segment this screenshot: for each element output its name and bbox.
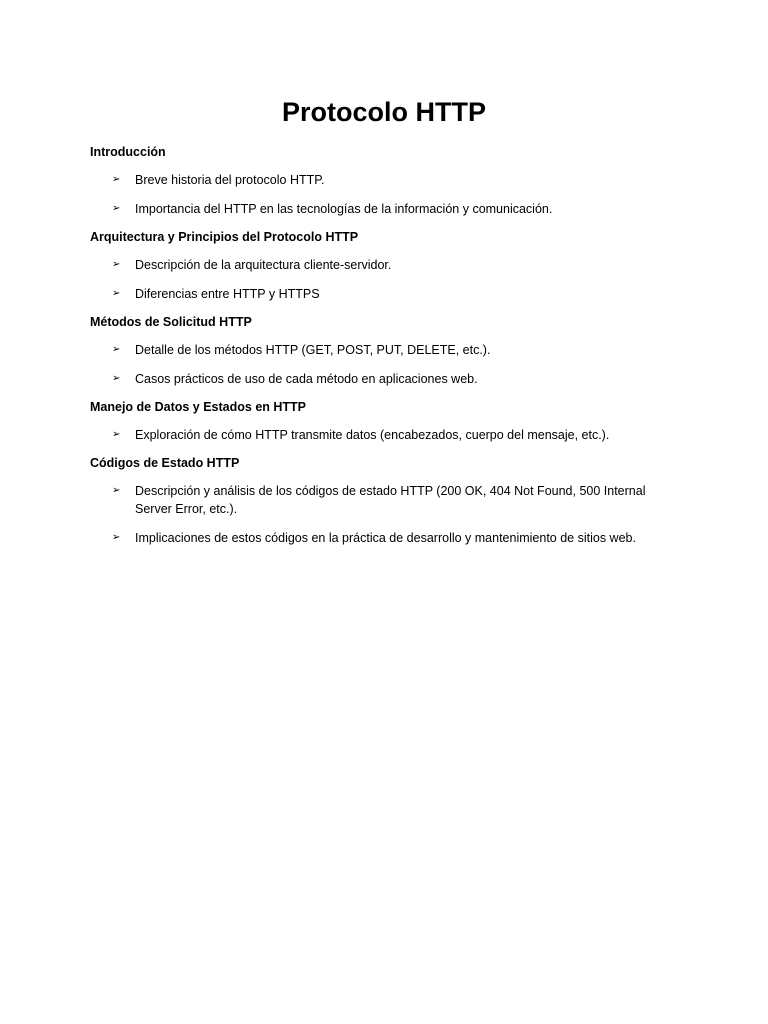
list-item <box>90 341 670 359</box>
list-item <box>90 426 670 444</box>
list-item <box>90 285 670 303</box>
list-item-text: Exploración de cómo HTTP transmite datos (encabezados, cuerpo del mensaje, etc.). <box>135 428 610 442</box>
bullet-list <box>90 171 670 218</box>
arrowhead-bullet-icon: ➢ <box>112 174 121 185</box>
list-item <box>90 256 670 274</box>
list-item <box>90 171 670 189</box>
list-item-text: Descripción y análisis de los códigos de estado HTTP (200 OK, 404 Not Found, 500 Internal Server Error, etc.). <box>135 484 646 516</box>
list-item <box>90 200 670 218</box>
arrowhead-bullet-icon: ➢ <box>112 259 121 270</box>
list-item-text: Implicaciones de estos códigos en la práctica de desarrollo y mantenimiento de sitios web. <box>135 531 636 545</box>
bullet-list <box>90 341 670 388</box>
arrowhead-bullet-icon: ➢ <box>112 485 121 496</box>
list-item-text: Casos prácticos de uso de cada método en aplicaciones web. <box>135 372 478 386</box>
arrowhead-bullet-icon: ➢ <box>112 203 121 214</box>
section-introduccion <box>90 144 670 218</box>
list-item <box>90 482 670 518</box>
section-heading: Arquitectura y Principios del Protocolo HTTP <box>90 230 359 244</box>
section-heading: Manejo de Datos y Estados en HTTP <box>90 400 307 414</box>
arrowhead-bullet-icon: ➢ <box>112 532 121 543</box>
section-heading: Métodos de Solicitud HTTP <box>90 315 252 329</box>
list-item-text: Detalle de los métodos HTTP (GET, POST, PUT, DELETE, etc.). <box>135 343 491 357</box>
section-heading: Introducción <box>90 145 166 159</box>
bullet-list <box>90 426 670 444</box>
arrowhead-bullet-icon: ➢ <box>112 373 121 384</box>
bullet-list <box>90 256 670 303</box>
list-item <box>90 529 670 547</box>
arrowhead-bullet-icon: ➢ <box>112 288 121 299</box>
list-item-text: Breve historia del protocolo HTTP. <box>135 173 325 187</box>
list-item-text: Diferencias entre HTTP y HTTPS <box>135 287 320 301</box>
list-item-text: Descripción de la arquitectura cliente-servidor. <box>135 258 392 272</box>
arrowhead-bullet-icon: ➢ <box>112 429 121 440</box>
bullet-list <box>90 482 670 547</box>
document-title: Protocolo HTTP <box>282 97 486 127</box>
document-body <box>90 140 670 558</box>
section-metodos <box>90 314 670 388</box>
section-heading: Códigos de Estado HTTP <box>90 456 240 470</box>
list-item <box>90 370 670 388</box>
section-manejo-datos <box>90 399 670 444</box>
section-arquitectura <box>90 229 670 303</box>
section-codigos-estado <box>90 455 670 547</box>
arrowhead-bullet-icon: ➢ <box>112 344 121 355</box>
list-item-text: Importancia del HTTP en las tecnologías de la información y comunicación. <box>135 202 553 216</box>
